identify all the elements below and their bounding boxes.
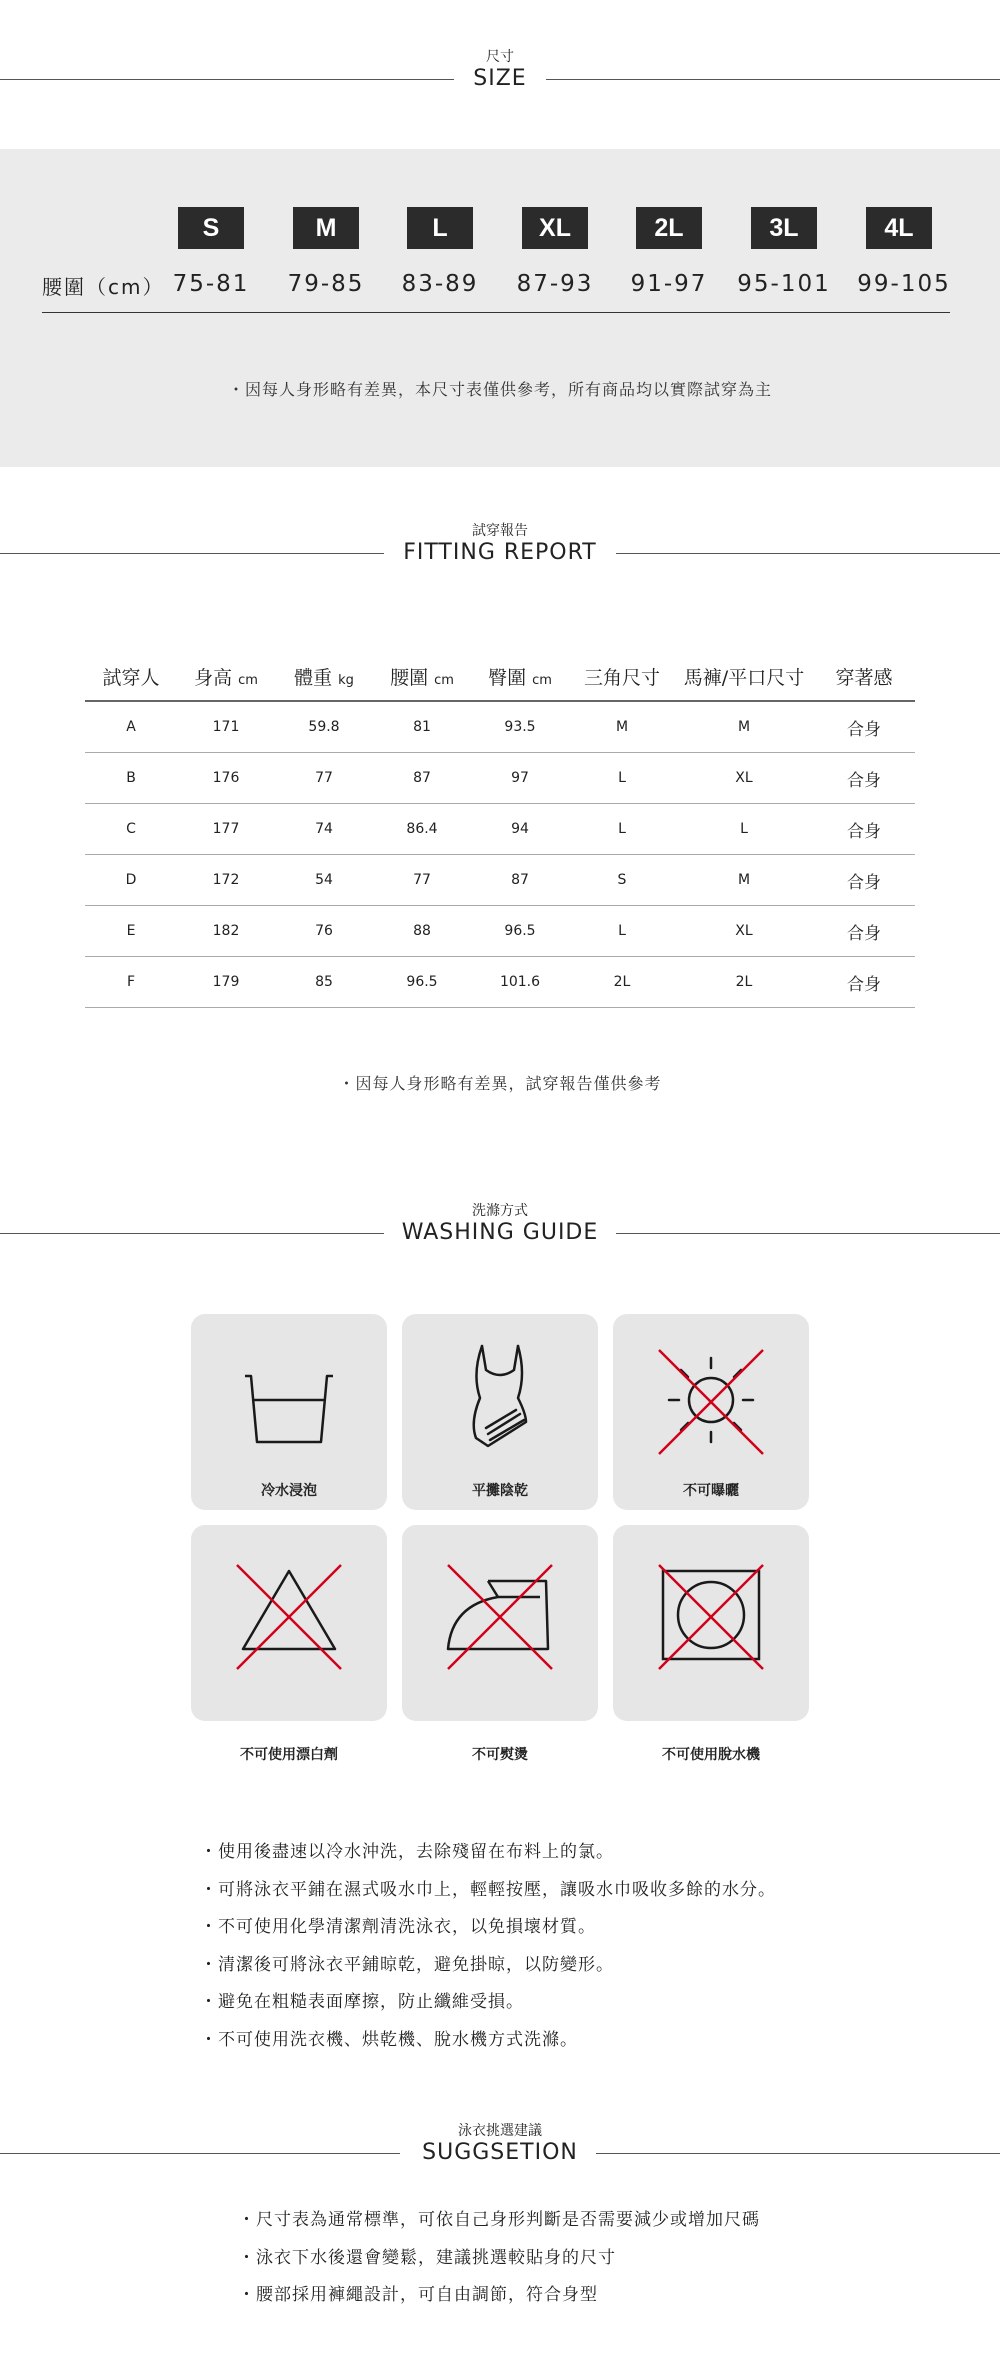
cell-brief-size: L bbox=[569, 804, 675, 855]
size-badge-4l: 4L bbox=[866, 207, 932, 249]
cell-waist: 88 bbox=[373, 906, 471, 957]
table-row bbox=[85, 957, 915, 1008]
waist-range-s: 75-81 bbox=[172, 271, 250, 297]
cell-weight: 54 bbox=[275, 855, 373, 906]
suggestion-title-en: SUGGSETION bbox=[422, 2140, 578, 2165]
table-row bbox=[85, 753, 915, 804]
cell-height: 176 bbox=[177, 753, 275, 804]
cell-hip: 97 bbox=[471, 753, 569, 804]
cell-hip: 94 bbox=[471, 804, 569, 855]
cell-brief-size: L bbox=[569, 753, 675, 804]
washing-title-zh: 洗滌方式 bbox=[472, 1203, 528, 1219]
cell-waist: 87 bbox=[373, 753, 471, 804]
cell-hip: 96.5 bbox=[471, 906, 569, 957]
fitting-title-zh: 試穿報告 bbox=[472, 523, 528, 539]
washing-tip: ・可將泳衣平鋪在濕式吸水巾上，輕輕按壓，讓吸水巾吸收多餘的水分。 bbox=[200, 1879, 776, 1900]
cell-waist: 96.5 bbox=[373, 957, 471, 1008]
col-header-height: 身高 cm bbox=[177, 652, 275, 701]
suggestion-tip: ・尺寸表為通常標準，可依自己身形判斷是否需要減少或增加尺碼 bbox=[238, 2210, 760, 2230]
cell-hip: 87 bbox=[471, 855, 569, 906]
washing-tile bbox=[613, 1525, 809, 1721]
cell-hip: 93.5 bbox=[471, 701, 569, 753]
cell-weight: 77 bbox=[275, 753, 373, 804]
cell-tester: F bbox=[85, 957, 177, 1008]
size-rule bbox=[42, 312, 950, 313]
col-header-hip: 臀圍 cm bbox=[471, 652, 569, 701]
cell-weight: 59.8 bbox=[275, 701, 373, 753]
size-badge-m: M bbox=[293, 207, 359, 249]
cell-height: 182 bbox=[177, 906, 275, 957]
table-row bbox=[85, 906, 915, 957]
washing-tile bbox=[191, 1314, 387, 1510]
cell-fit: 合身 bbox=[813, 804, 915, 855]
waist-range-3l: 95-101 bbox=[737, 271, 831, 297]
cell-fit: 合身 bbox=[813, 855, 915, 906]
table-row bbox=[85, 855, 915, 906]
col-header-fit: 穿著感 bbox=[813, 652, 915, 701]
tile-label: 平攤陰乾 bbox=[472, 1483, 528, 1499]
waist-range-4l: 99-105 bbox=[857, 271, 951, 297]
cell-height: 171 bbox=[177, 701, 275, 753]
cell-trunk-size: M bbox=[675, 855, 813, 906]
fitting-title-en: FITTING REPORT bbox=[403, 540, 597, 565]
divider-line bbox=[0, 2153, 400, 2154]
table-row bbox=[85, 701, 915, 753]
cell-waist: 77 bbox=[373, 855, 471, 906]
no-iron-icon bbox=[402, 1525, 598, 1721]
cell-waist: 81 bbox=[373, 701, 471, 753]
cell-waist: 86.4 bbox=[373, 804, 471, 855]
size-chart bbox=[0, 149, 1000, 467]
size-badge-l: L bbox=[407, 207, 473, 249]
cell-trunk-size: XL bbox=[675, 753, 813, 804]
suggestion-tip: ・泳衣下水後還會變鬆，建議挑選較貼身的尺寸 bbox=[238, 2247, 616, 2268]
cell-hip: 101.6 bbox=[471, 957, 569, 1008]
cell-trunk-size: XL bbox=[675, 906, 813, 957]
suggestion-title-zh: 泳衣挑選建議 bbox=[458, 2123, 542, 2139]
washing-tips bbox=[200, 1834, 776, 2059]
size-heading bbox=[0, 46, 1000, 96]
suggestion-tips bbox=[238, 2202, 760, 2315]
cell-tester: B bbox=[85, 753, 177, 804]
cell-tester: E bbox=[85, 906, 177, 957]
washing-title-en: WASHING GUIDE bbox=[401, 1220, 599, 1245]
size-badge-s: S bbox=[178, 207, 244, 249]
washing-tile bbox=[613, 1314, 809, 1510]
tile-label: 不可使用漂白劑 bbox=[240, 1747, 338, 1763]
cell-fit: 合身 bbox=[813, 701, 915, 753]
cell-height: 179 bbox=[177, 957, 275, 1008]
tile-label: 不可曝曬 bbox=[683, 1483, 739, 1499]
washing-tip: ・使用後盡速以冷水沖洗，去除殘留在布料上的氯。 bbox=[200, 1842, 614, 1862]
tile-label: 不可熨燙 bbox=[472, 1747, 528, 1763]
cell-brief-size: S bbox=[569, 855, 675, 906]
no-spin-dry-icon bbox=[613, 1525, 809, 1721]
fitting-heading bbox=[0, 520, 1000, 570]
divider-line bbox=[546, 79, 1000, 80]
size-badge-xl: XL bbox=[522, 207, 588, 249]
tile-label: 冷水浸泡 bbox=[261, 1483, 317, 1499]
waist-row-label: 腰圍（cm） bbox=[42, 275, 165, 299]
washing-tip: ・不可使用化學清潔劑清洗泳衣，以免損壞材質。 bbox=[200, 1917, 596, 1937]
size-title-zh: 尺寸 bbox=[486, 49, 514, 65]
cell-weight: 76 bbox=[275, 906, 373, 957]
divider-line bbox=[616, 1233, 1000, 1234]
washing-tile bbox=[402, 1525, 598, 1721]
cell-brief-size: M bbox=[569, 701, 675, 753]
table-row bbox=[85, 804, 915, 855]
divider-line bbox=[596, 2153, 1000, 2154]
cell-fit: 合身 bbox=[813, 957, 915, 1008]
col-header-waist: 腰圍 cm bbox=[373, 652, 471, 701]
washing-heading bbox=[0, 1200, 1000, 1250]
size-title-en: SIZE bbox=[473, 66, 527, 91]
waist-range-l: 83-89 bbox=[401, 271, 479, 297]
size-badge-2l: 2L bbox=[636, 207, 702, 249]
suggestion-tip: ・腰部採用褲繩設計，可自由調節，符合身型 bbox=[238, 2285, 598, 2305]
waist-range-xl: 87-93 bbox=[516, 271, 594, 297]
table-header-row bbox=[85, 652, 915, 701]
cell-fit: 合身 bbox=[813, 753, 915, 804]
cell-trunk-size: M bbox=[675, 701, 813, 753]
cell-height: 177 bbox=[177, 804, 275, 855]
divider-line bbox=[0, 79, 454, 80]
cell-brief-size: L bbox=[569, 906, 675, 957]
cell-fit: 合身 bbox=[813, 906, 915, 957]
fitting-report-table bbox=[85, 652, 915, 1008]
cell-tester: C bbox=[85, 804, 177, 855]
divider-line bbox=[0, 1233, 384, 1234]
col-header-trunk-size: 馬褲/平口尺寸 bbox=[675, 652, 813, 701]
no-bleach-icon bbox=[191, 1525, 387, 1721]
cell-tester: A bbox=[85, 701, 177, 753]
size-badge-3l: 3L bbox=[751, 207, 817, 249]
cell-height: 172 bbox=[177, 855, 275, 906]
waist-range-2l: 91-97 bbox=[630, 271, 708, 297]
size-note: ・因每人身形略有差異，本尺寸表僅供參考，所有商品均以實際試穿為主 bbox=[227, 380, 772, 399]
waist-range-m: 79-85 bbox=[287, 271, 365, 297]
washing-tile bbox=[191, 1525, 387, 1721]
washing-tile bbox=[402, 1314, 598, 1510]
washing-tip: ・不可使用洗衣機、烘乾機、脫水機方式洗滌。 bbox=[200, 2029, 578, 2050]
suggestion-heading bbox=[0, 2120, 1000, 2170]
fitting-note: ・因每人身形略有差異，試穿報告僅供參考 bbox=[338, 1074, 662, 1093]
cell-trunk-size: L bbox=[675, 804, 813, 855]
cell-weight: 74 bbox=[275, 804, 373, 855]
cell-weight: 85 bbox=[275, 957, 373, 1008]
washing-tip: ・避免在粗糙表面摩擦，防止纖維受損。 bbox=[200, 1992, 524, 2012]
divider-line bbox=[616, 553, 1000, 554]
col-header-brief-size: 三角尺寸 bbox=[569, 652, 675, 701]
divider-line bbox=[0, 553, 384, 554]
col-header-weight: 體重 kg bbox=[275, 652, 373, 701]
cell-tester: D bbox=[85, 855, 177, 906]
cell-brief-size: 2L bbox=[569, 957, 675, 1008]
washing-tip: ・清潔後可將泳衣平鋪晾乾，避免掛晾，以防變形。 bbox=[200, 1954, 614, 1975]
tile-label: 不可使用脫水機 bbox=[662, 1747, 760, 1763]
cell-trunk-size: 2L bbox=[675, 957, 813, 1008]
col-header-tester: 試穿人 bbox=[85, 652, 177, 701]
